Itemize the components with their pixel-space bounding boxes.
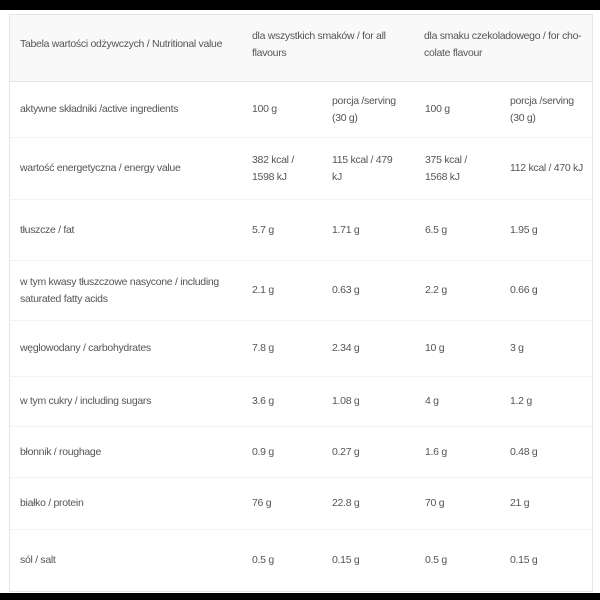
value-all-serving: 0.27 g [332, 445, 360, 458]
value-all-100g: 7.8 g [252, 342, 274, 354]
value-all-serving: 1.71 g [332, 223, 360, 236]
header-chocolate-flavour: dla smaku czekoladowego / for cho- colate flavour [424, 29, 582, 59]
value-choco-serving: 1.2 g [510, 395, 532, 407]
table-row-active-ingredients [10, 82, 592, 137]
value-choco-100g: 0.5 g [425, 554, 447, 566]
table-row-roughage [10, 426, 592, 477]
row-label: węglowodany / carbohydrates [20, 342, 151, 354]
value-choco-100g: 100 g [425, 103, 450, 115]
row-label: błonnik / roughage [20, 445, 101, 458]
value-choco-serving: 3 g [510, 342, 524, 354]
value-all-100g: 382 kcal / 1598 kJ [252, 153, 294, 183]
value-choco-100g: 2.2 g [425, 284, 447, 296]
value-all-100g: 100 g [252, 103, 277, 115]
top-black-bar [0, 0, 600, 10]
value-all-100g: 0.5 g [252, 554, 274, 566]
table-row-salt [10, 529, 592, 591]
table-row-saturated-fatty-acids [10, 260, 592, 320]
row-label: wartość energetyczna / energy value [20, 162, 181, 174]
table-row-carbohydrates [10, 320, 592, 376]
value-all-100g: 0.9 g [252, 445, 274, 458]
value-all-serving: 2.34 g [332, 342, 360, 354]
value-choco-100g: 1.6 g [425, 445, 447, 458]
row-label: w tym cukry / including sugars [20, 395, 152, 407]
value-all-100g: 3.6 g [252, 395, 274, 407]
header-all-flavours: dla wszystkich smaków / for all flavours [252, 29, 386, 59]
value-all-serving: 0.63 g [332, 284, 360, 296]
table-row-sugars [10, 376, 592, 426]
row-label: tłuszcze / fat [20, 223, 75, 236]
row-label: aktywne składniki /active ingredients [20, 103, 179, 115]
value-choco-100g: 10 g [425, 342, 445, 354]
bottom-black-bar [0, 593, 600, 600]
value-choco-serving: 21 g [510, 497, 530, 509]
value-all-serving: porcja /serving (30 g) [332, 94, 396, 124]
header-nutritional-value: Tabela wartości odżywczych / Nutritional value [20, 38, 223, 50]
value-all-serving: 0.15 g [332, 554, 360, 566]
value-choco-serving: 1.95 g [510, 223, 538, 236]
table-row-energy-value [10, 137, 592, 199]
value-all-serving: 22.8 g [332, 497, 360, 509]
nutrition-table [9, 14, 593, 592]
row-label: sól / salt [20, 554, 56, 566]
value-all-100g: 2.1 g [252, 284, 274, 296]
value-choco-serving: 0.66 g [510, 284, 538, 296]
value-all-serving: 115 kcal / 479 kJ [332, 153, 393, 183]
table-row-fat [10, 199, 592, 260]
table-header-row [10, 15, 592, 82]
row-label: w tym kwasy tłuszczowe nasycone / including saturated fatty acids [20, 275, 219, 305]
value-choco-serving: porcja /serving (30 g) [510, 94, 574, 124]
value-choco-serving: 0.15 g [510, 554, 538, 566]
table-row-protein [10, 477, 592, 529]
value-choco-serving: 112 kcal / 470 kJ [510, 162, 583, 174]
value-all-serving: 1.08 g [332, 395, 360, 407]
row-label: białko / protein [20, 497, 84, 509]
value-choco-100g: 4 g [425, 395, 439, 407]
value-all-100g: 76 g [252, 497, 272, 509]
value-choco-serving: 0.48 g [510, 445, 538, 458]
value-all-100g: 5.7 g [252, 223, 274, 236]
value-choco-100g: 6.5 g [425, 223, 447, 236]
value-choco-100g: 375 kcal / 1568 kJ [425, 153, 467, 183]
value-choco-100g: 70 g [425, 497, 445, 509]
